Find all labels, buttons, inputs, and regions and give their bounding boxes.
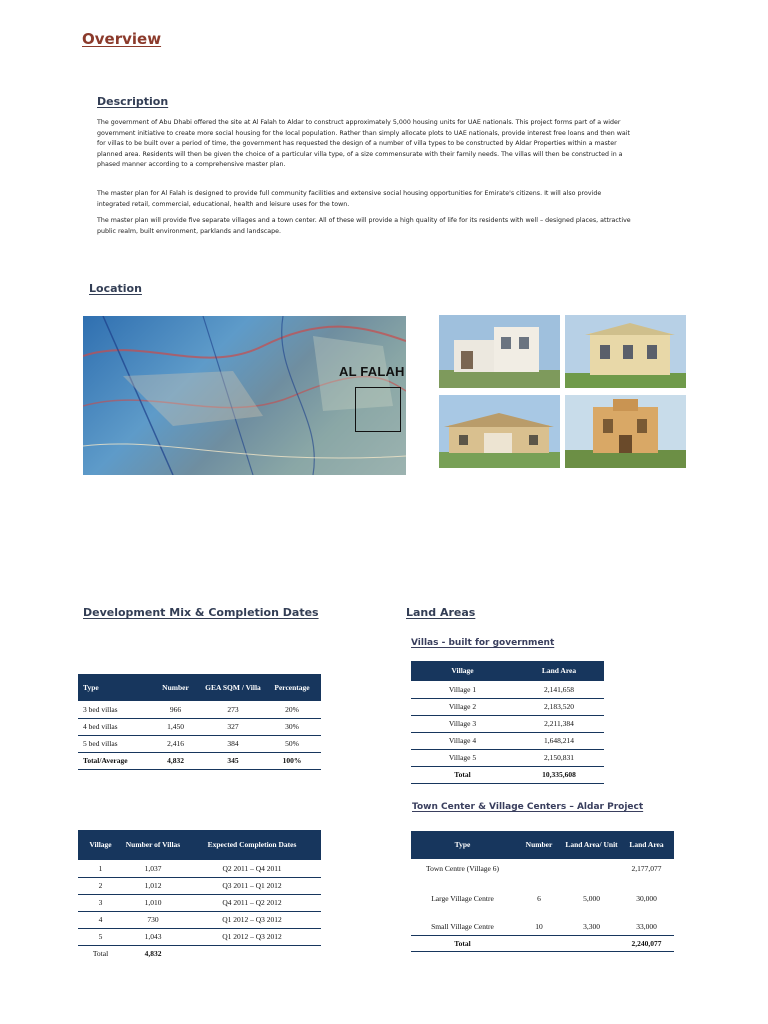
cell: 1,043 xyxy=(123,928,183,945)
table-row xyxy=(78,928,321,945)
town-header-row xyxy=(411,831,674,859)
completion-header-row xyxy=(78,830,321,860)
cell: 3,300 xyxy=(564,919,619,935)
location-heading: Location xyxy=(89,282,142,295)
cell: 1,010 xyxy=(123,894,183,911)
cell: 5 xyxy=(78,928,123,945)
cell: 4 bed villas xyxy=(78,718,148,735)
cell: 10,335,608 xyxy=(514,766,604,783)
cell: 1,012 xyxy=(123,877,183,894)
cell xyxy=(183,945,321,962)
villas-header-village: Village xyxy=(411,661,514,681)
cell: Large Village Centre xyxy=(431,893,494,903)
cell: 2,211,384 xyxy=(514,715,604,732)
description-heading: Description xyxy=(97,95,169,108)
cell: 1,037 xyxy=(123,860,183,877)
cell: 1,648,214 xyxy=(514,732,604,749)
table-row xyxy=(78,911,321,928)
table-total-row xyxy=(78,752,321,769)
cell: 4,832 xyxy=(144,949,162,959)
villa-photo-3 xyxy=(439,395,560,468)
table-row xyxy=(411,681,604,698)
completion-table xyxy=(78,830,321,962)
description-paragraph-2: The master plan for Al Falah is designed to provide full community facilities and extensive social housing opportunities for Emirate's citizens. It will also provide integrated retail, commercial, educational, health and leisure uses for the town. xyxy=(97,190,602,208)
cell: 50% xyxy=(263,735,321,752)
cell: Village 4 xyxy=(411,732,514,749)
cell: Q2 2011 – Q4 2011 xyxy=(183,860,321,877)
cell: 30% xyxy=(263,718,321,735)
cell: 20% xyxy=(263,701,321,718)
villas-government-heading: Villas - built for government xyxy=(411,638,555,648)
table-total-row xyxy=(411,766,604,783)
cell: 4,832 xyxy=(148,752,203,769)
town-center-table xyxy=(411,831,674,952)
table-row xyxy=(78,894,321,911)
cell: 4 xyxy=(78,911,123,928)
cell xyxy=(514,935,564,951)
villas-land-table xyxy=(411,661,604,784)
completion-header-dates: Expected Completion Dates xyxy=(183,830,321,860)
cell: Q1 2012 – Q3 2012 xyxy=(183,928,321,945)
cell: Village 3 xyxy=(411,715,514,732)
cell: Village 2 xyxy=(411,698,514,715)
cell: Town Centre (Village 6) xyxy=(426,863,499,873)
cell: 345 xyxy=(203,752,263,769)
cell: 33,000 xyxy=(619,919,674,935)
cell: 2,183,520 xyxy=(514,698,604,715)
villa-photo-4 xyxy=(565,395,686,468)
cell: Q3 2011 – Q1 2012 xyxy=(183,877,321,894)
dev-mix-header-type: Type xyxy=(78,674,148,701)
cell: 2,416 xyxy=(148,735,203,752)
cell: 100% xyxy=(263,752,321,769)
completion-header-number: Number of Villas xyxy=(123,830,183,860)
villa-photo-1 xyxy=(439,315,560,388)
cell: 2,150,831 xyxy=(514,749,604,766)
cell: 3 bed villas xyxy=(78,701,148,718)
villas-header-row xyxy=(411,661,604,681)
dev-mix-table xyxy=(78,674,321,770)
cell xyxy=(514,859,564,877)
table-row xyxy=(78,877,321,894)
villa-photo-2 xyxy=(565,315,686,388)
dev-mix-header-number: Number xyxy=(148,674,203,701)
cell: 2,240,077 xyxy=(619,935,674,951)
cell: Total/Average xyxy=(78,752,148,769)
cell: Village 1 xyxy=(411,681,514,698)
table-row xyxy=(411,698,604,715)
cell: Small Village Centre xyxy=(411,919,514,935)
cell: 730 xyxy=(123,911,183,928)
dev-mix-header-percentage: Percentage xyxy=(263,674,321,701)
table-row xyxy=(78,860,321,877)
page-title: Overview xyxy=(82,30,162,48)
cell: 10 xyxy=(514,919,564,935)
dev-mix-heading: Development Mix & Completion Dates xyxy=(83,606,319,619)
villas-header-land-area: Land Area xyxy=(514,661,604,681)
table-row xyxy=(411,859,674,877)
cell: 2,177,077 xyxy=(631,863,662,873)
cell: 966 xyxy=(148,701,203,718)
cell: Q4 2011 – Q2 2012 xyxy=(183,894,321,911)
cell xyxy=(564,859,619,877)
al-falah-highlight-box xyxy=(355,387,401,432)
cell xyxy=(564,935,619,951)
cell: 2 xyxy=(78,877,123,894)
table-row xyxy=(411,732,604,749)
town-header-number: Number xyxy=(514,831,564,859)
table-row xyxy=(411,749,604,766)
description-paragraph-3: The master plan will provide five separate villages and a town center. All of these will provide a high quality of life for its residents with well – designed places, attractive public realm, built environment, parklands and landscape. xyxy=(97,217,631,235)
table-total-row xyxy=(411,935,674,951)
cell: 5 bed villas xyxy=(78,735,148,752)
table-row xyxy=(78,735,321,752)
cell: Total xyxy=(411,766,514,783)
cell: 3 xyxy=(78,894,123,911)
town-header-land-area: Land Area xyxy=(619,831,674,859)
map-label-al-falah: AL FALAH xyxy=(339,364,405,379)
cell: 384 xyxy=(203,735,263,752)
dev-mix-header-row xyxy=(78,674,321,701)
land-areas-heading: Land Areas xyxy=(406,606,476,619)
table-row xyxy=(411,715,604,732)
completion-header-village: Village xyxy=(78,830,123,860)
town-header-land-area-unit: Land Area/ Unit xyxy=(564,831,619,859)
cell: 30,000 xyxy=(636,893,657,903)
table-row xyxy=(411,919,674,935)
cell: Village 5 xyxy=(411,749,514,766)
location-map xyxy=(83,316,406,475)
table-total-row xyxy=(78,945,321,962)
description-paragraph-1: The government of Abu Dhabi offered the site at Al Falah to Aldar to construct approximately 5,000 housing units for UAE nationals. This project forms part of a wider government initiative to create more social housing for the local population. Rather than simply allocate plots to UAE nationals, provide interest free loans and then wait for villas to be built over a period of time, the government has requested the design of a number of villa types to be constructed by Aldar Properties within a master planned area. Residents will then be given the choice of a particular villa type, of a size commensurate with their family needs. The villas will then be constructed in a phased manner according to a comprehensive master plan. xyxy=(97,119,630,168)
cell: 1 xyxy=(78,860,123,877)
table-row xyxy=(78,718,321,735)
cell: 327 xyxy=(203,718,263,735)
cell: 6 xyxy=(537,893,541,903)
town-header-type: Type xyxy=(411,831,514,859)
town-center-heading: Town Center & Village Centers – Aldar Project xyxy=(412,802,644,812)
cell: Total xyxy=(92,949,109,959)
table-row xyxy=(78,701,321,718)
cell: Total xyxy=(411,935,514,951)
cell: 2,141,658 xyxy=(514,681,604,698)
table-row xyxy=(411,877,674,919)
cell: 5,000 xyxy=(583,893,600,903)
cell: 1,450 xyxy=(148,718,203,735)
cell: 273 xyxy=(203,701,263,718)
dev-mix-header-gea: GEA SQM / Villa xyxy=(203,674,263,701)
cell: Q1 2012 – Q3 2012 xyxy=(183,911,321,928)
